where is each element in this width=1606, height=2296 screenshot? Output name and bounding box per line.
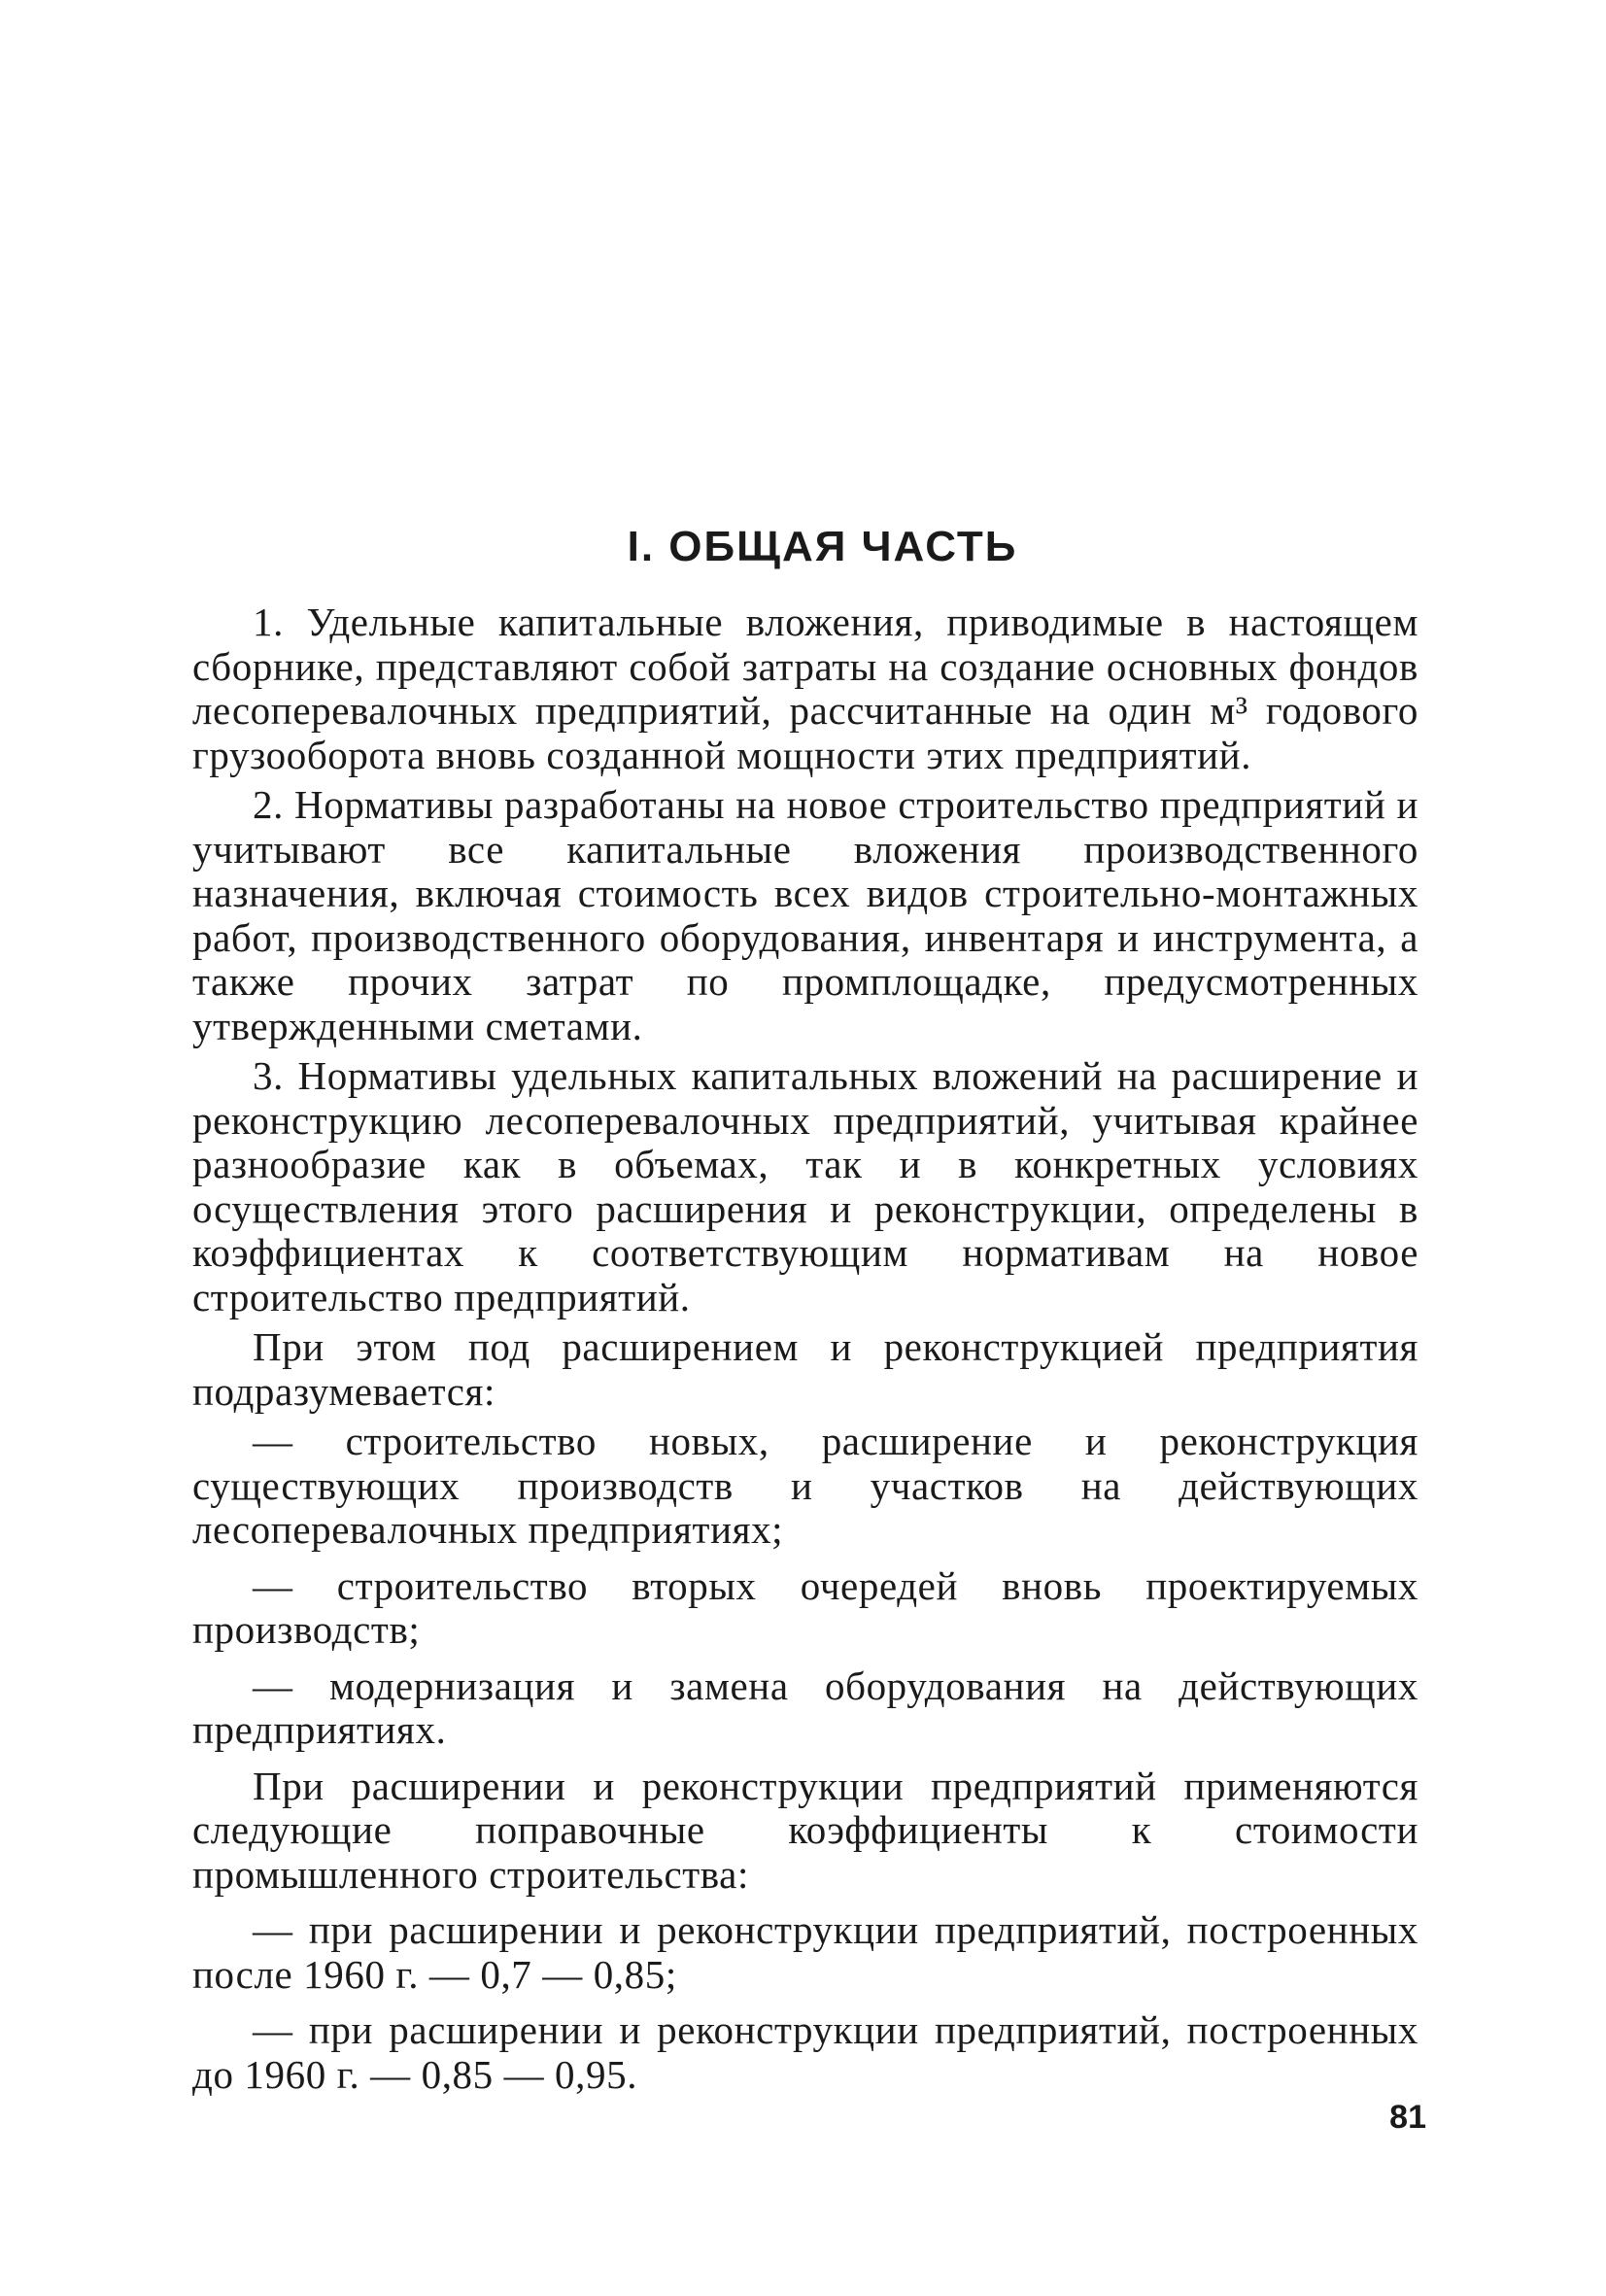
list-item-modernization: — модернизация и замена оборудования на действующих предприятиях. [192, 1662, 1418, 1752]
paragraph-1: 1. Удельные капитальные вложения, приводимые в настоящем сборнике, представляют собой затраты на создание основных фондов лесоперевалочных предприятий, рассчитанные на один м³ годового грузооборота вновь созданной мощности этих предприятий. [192, 600, 1418, 777]
list-item-before-1960: — при расширении и реконструкции предприятий, построенных до 1960 г. — 0,85 — 0,95. [192, 2007, 1418, 2097]
paragraph-2: 2. Нормативы разработаны на новое строительство предприятий и учитывают все капитальные вложения производственного назначения, включая стоимость всех видов строительно-монтажных работ, производственного оборудования, инвентаря и инструмента, а также прочих затрат по промплощадке, предусмотренных утвержденными сметами. [192, 782, 1418, 1048]
list-item-second-stages: — строительство вторых очередей вновь проектируемых производств; [192, 1562, 1418, 1652]
paragraph-3: 3. Нормативы удельных капитальных вложений на расширение и реконструкцию лесоперевалочных предприятий, учитывая крайнее разнообразие как в объемах, так и в конкретных условиях осуществления этого расширения и реконструкции, определены в коэффициентах к соответствующим нормативам на новое строительство предприятий. [192, 1053, 1418, 1319]
body-text [192, 600, 1418, 2108]
page-number: 81 [1389, 2099, 1426, 2136]
paragraph-definition-intro: При этом под расширением и реконструкцией предприятия подразумевается: [192, 1324, 1418, 1414]
list-item-new-construction: — строительство новых, расширение и реконструкция существующих производств и участков на действующих лесоперевалочных предприятиях; [192, 1419, 1418, 1552]
list-item-after-1960: — при расширении и реконструкции предприятий, построенных после 1960 г. — 0,7 — 0,85; [192, 1907, 1418, 1997]
section-title: I. ОБЩАЯ ЧАСТЬ [627, 523, 1018, 570]
paragraph-coefficients-intro: При расширении и реконструкции предприятий применяются следующие поправочные коэффициенты к стоимости промышленного строительства: [192, 1763, 1418, 1897]
